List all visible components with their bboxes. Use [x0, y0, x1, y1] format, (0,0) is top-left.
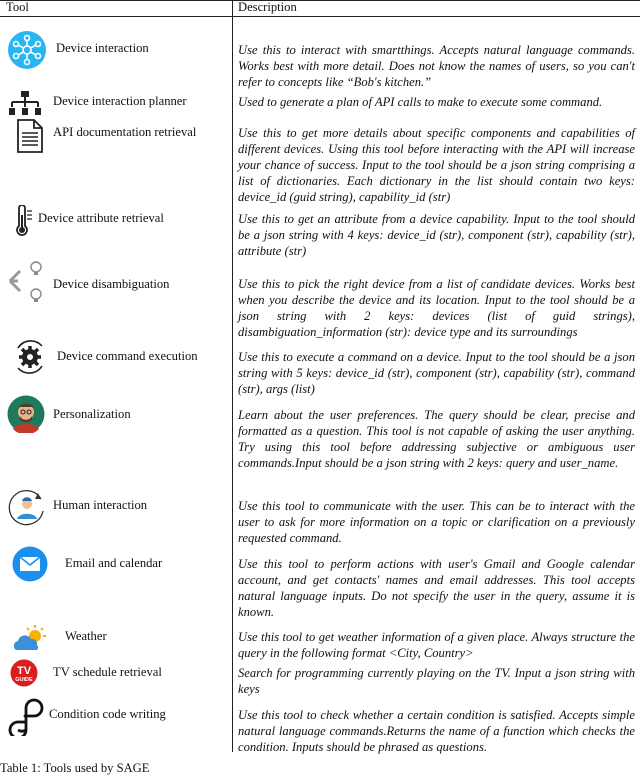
branching-bulbs-icon: [6, 258, 46, 304]
tool-description: Search for programming currently playing on the TV. Input a json string with keys: [238, 666, 635, 696]
header-tool: Tool: [6, 0, 29, 14]
avatar-icon: [7, 395, 45, 433]
tool-description: Use this to get more details about specific components and capabilities of different devices. Using this tool before interacting with the API will increase your chance of success. Input to the tool should be a json string comprising a list of dictionaries. Each dictionary in the list should contain two keys: device_id (guid string), capability_id (str): [238, 126, 635, 204]
tool-name: Device interaction: [56, 41, 149, 55]
tool-description: Use this tool to perform actions with user's Gmail and Google calendar account, and get contacts' names and email addresses. This tool accepts natural language inputs. Do not specify the user in the query, assume it is known.: [238, 557, 635, 619]
tool-name: Weather: [65, 629, 107, 643]
tool-description: Use this to get an attribute from a device capability. Input to the tool should be a json string with 4 keys: device_id (str), component (str), capability (str), attribute (str): [238, 212, 635, 258]
tool-name: API documentation retrieval: [53, 125, 197, 139]
mail-icon: [12, 546, 48, 582]
tool-description: Use this to pick the right device from a list of candidate devices. Works best when you describe the device and its location. Input to the tool should be a json string with 2 keys: devices (list of guid strings), disambiguation_information (str): device type and its surroundings: [238, 277, 635, 339]
tool-description: Use this to execute a command on a device. Input to the tool should be a json string with 5 keys: device_id (str), component (str), capability (str), command (str), args (list): [238, 350, 635, 396]
tool-name: Personalization: [53, 407, 131, 421]
user-refresh-icon: [7, 487, 47, 527]
tool-name: TV schedule retrieval: [53, 665, 162, 679]
infinity-loop-icon: [7, 696, 45, 736]
thermometer-icon: [12, 205, 36, 237]
tool-name: Device interaction planner: [53, 94, 187, 108]
tool-description: Use this tool to get weather information of a given place. Always structure the query in the following format <City, Country>: [238, 630, 635, 660]
tool-name: Human interaction: [53, 498, 148, 512]
tool-description: Use this to interact with smartthings. Accepts natural language commands. Works best with more detail. Does not know the names of users, so you can't refer to concepts like “Bob's kitchen.”: [238, 43, 635, 89]
tool-description: Use this tool to communicate with the user. This can be to interact with the user to ask for more information on a topic or clarification on a previously requested command.: [238, 499, 635, 545]
tool-description: Used to generate a plan of API calls to make to execute some command.: [238, 95, 603, 109]
tool-name: Email and calendar: [65, 556, 163, 570]
weather-icon: [13, 624, 47, 652]
tool-description: Learn about the user preferences. The query should be clear, precise and formatted as a question. This tool is not capable of asking the user anything. Try using this tool before addressing subjective or ambiguous user commands.Input should be a json string with 2 keys: query and user_name.: [238, 408, 635, 470]
header-rule: [0, 16, 640, 17]
tool-name: Device attribute retrieval: [38, 211, 164, 225]
tool-description: Use this tool to check whether a certain condition is satisfied. Accepts simple natural language commands.Returns the name of a function which checks the condition. Inputs should be phrased as questions.: [238, 708, 635, 754]
tool-name: Device command execution: [57, 349, 198, 363]
table-caption: Table 1: Tools used by SAGE: [0, 761, 150, 775]
tool-name: Device disambiguation: [53, 277, 170, 291]
gear-icon: [13, 340, 47, 374]
column-divider: [232, 0, 233, 752]
header-description: Description: [238, 0, 297, 14]
hierarchy-icon: [8, 90, 42, 116]
svg-text:TV: TV: [16, 665, 32, 677]
svg-text:GUIDE: GUIDE: [15, 677, 33, 683]
tool-name: Condition code writing: [49, 707, 166, 721]
document-icon: [16, 118, 44, 154]
network-hub-icon: [7, 30, 47, 70]
tv-guide-icon: [10, 659, 38, 687]
top-rule: [0, 0, 640, 1]
